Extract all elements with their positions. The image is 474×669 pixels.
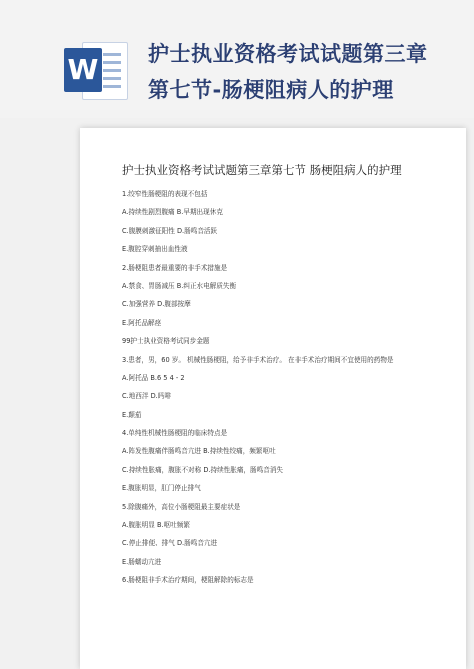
word-badge: W [64, 48, 102, 92]
document-line: C.持续性胀痛，腹胀不对称 D.持续性胀痛，肠鸣音消失 [122, 465, 284, 474]
document-content [122, 162, 442, 595]
document-line: 6.肠梗阻非手术治疗期间，梗阻解除的标志是 [122, 576, 254, 585]
document-line: A.禁食、胃肠减压 B.纠正水电解质失衡 [122, 281, 237, 290]
page-title: 护士执业资格考试试题第三章第七节-肠梗阻病人的护理 [148, 42, 428, 102]
document-line: C.加强营养 D.腹部按摩 [122, 300, 191, 309]
document-line: 5.除腹痛外，高位小肠梗阻最主要症状是 [122, 502, 241, 511]
document-line: 99护士执业资格考试同步金题 [122, 337, 210, 346]
document-line: E.腹胀明显，肛门停止排气 [122, 484, 201, 493]
document-line: 4.单纯性机械性肠梗阻的临床特点是 [122, 429, 228, 438]
document-lines [122, 190, 442, 585]
document-line: C.地西泮 D.吗啡 [122, 392, 171, 401]
document-title: 护士执业资格考试试题第三章第七节 肠梗阻病人的护理 [122, 163, 402, 177]
document-line: E.腹腔穿刺抽出血性液 [122, 245, 188, 254]
document-line: A.腹胀明显 B.呕吐频繁 [122, 521, 190, 530]
document-line: 3.患者，男，60 岁。 机械性肠梗阻，给予非手术治疗。 在非手术治疗期间不宜使用的药物是 [122, 355, 394, 364]
document-line: E.肠蠕动亢进 [122, 557, 162, 566]
document-line: 1.绞窄性肠梗阻的表现不包括 [122, 190, 208, 198]
document-line: E.颠茄 [122, 410, 142, 419]
document-line: C.停止排便、排气 D.肠鸣音亢进 [122, 539, 218, 548]
word-document-icon [64, 40, 128, 100]
document-line: A.阵发性腹痛伴肠鸣音亢进 B.持续性绞痛，频繁呕吐 [122, 447, 276, 456]
document-line: A.阿托品 B.6 5 4 - 2 [122, 373, 185, 382]
document-line: E.阿托品解痉 [122, 318, 162, 327]
document-line: C.腹膜刺激征阳性 D.肠鸣音活跃 [122, 226, 218, 235]
document-line: A.持续性剧烈腹痛 B.早期出现休克 [122, 208, 223, 217]
header [0, 0, 474, 118]
document-page [80, 128, 466, 669]
document-line: 2.肠梗阻患者最重要的非手术措施是 [122, 263, 228, 272]
